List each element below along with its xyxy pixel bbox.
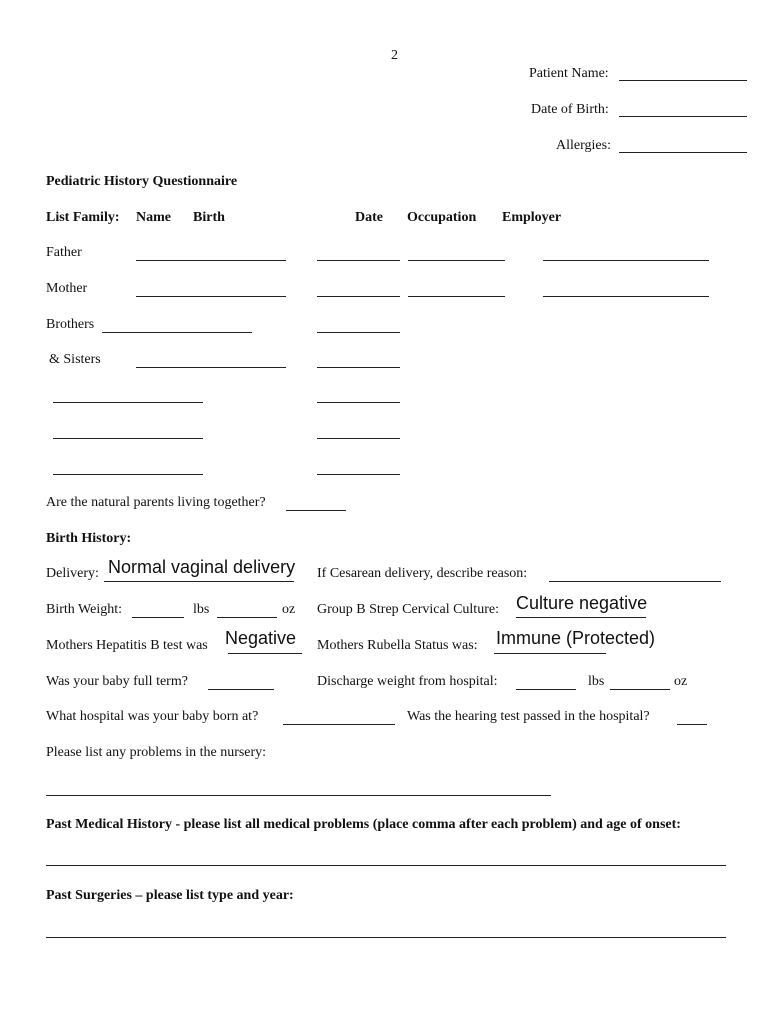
col-occupation-header: Occupation — [407, 210, 477, 225]
mother-label: Mother — [46, 281, 88, 296]
nursery-problems-field[interactable] — [46, 795, 551, 796]
page-number: 2 — [391, 48, 398, 63]
gbs-label: Group B Strep Cervical Culture: — [317, 602, 499, 617]
sibling-name-field[interactable] — [53, 438, 203, 439]
col-birth-header: Birth — [193, 210, 225, 225]
sisters-label: & Sisters — [49, 352, 101, 367]
col-name-header: Name — [136, 210, 171, 225]
sibling-birth-date-field[interactable] — [317, 438, 400, 439]
parents-together-label: Are the natural parents living together? — [46, 495, 266, 510]
page-title: Pediatric History Questionnaire — [46, 174, 238, 189]
nursery-problems-label: Please list any problems in the nursery: — [46, 745, 267, 760]
dob-field[interactable] — [619, 116, 747, 117]
patient-name-label: Patient Name: — [529, 66, 609, 81]
list-family-label: List Family: — [46, 210, 120, 225]
discharge-oz-field[interactable] — [610, 689, 670, 690]
hepb-label: Mothers Hepatitis B test was — [46, 638, 208, 653]
full-term-field[interactable] — [208, 689, 274, 690]
rubella-label: Mothers Rubella Status was: — [317, 638, 478, 653]
rubella-field[interactable] — [494, 653, 606, 654]
rubella-value[interactable]: Immune (Protected) — [496, 628, 656, 648]
sister-birth-date-field[interactable] — [317, 367, 400, 368]
discharge-lbs-field[interactable] — [516, 689, 576, 690]
discharge-lbs-unit: lbs — [588, 674, 605, 689]
father-name-field[interactable] — [136, 260, 286, 261]
sibling-name-field[interactable] — [53, 402, 203, 403]
discharge-weight-label: Discharge weight from hospital: — [317, 674, 498, 689]
full-term-label: Was your baby full term? — [46, 674, 188, 689]
allergies-field[interactable] — [619, 152, 747, 153]
gbs-value[interactable]: Culture negative — [516, 593, 648, 613]
birth-history-heading: Birth History: — [46, 531, 132, 546]
brother-birth-date-field[interactable] — [317, 332, 400, 333]
brothers-label: Brothers — [46, 317, 95, 332]
cesarean-label: If Cesarean delivery, describe reason: — [317, 566, 528, 581]
mother-occupation-field[interactable] — [408, 296, 505, 297]
mother-employer-field[interactable] — [543, 296, 709, 297]
allergies-label: Allergies: — [556, 138, 611, 153]
birth-weight-lbs-field[interactable] — [132, 617, 184, 618]
hearing-test-field[interactable] — [677, 724, 707, 725]
mother-name-field[interactable] — [136, 296, 286, 297]
hospital-label: What hospital was your baby born at? — [46, 709, 259, 724]
cesarean-reason-field[interactable] — [549, 581, 721, 582]
hearing-test-label: Was the hearing test passed in the hospital? — [407, 709, 650, 724]
past-surgeries-label: Past Surgeries – please list type and year: — [46, 888, 294, 903]
delivery-field[interactable] — [104, 581, 294, 582]
col-date-header: Date — [355, 210, 383, 225]
birth-weight-oz-field[interactable] — [217, 617, 277, 618]
col-employer-header: Employer — [502, 210, 562, 225]
delivery-label: Delivery: — [46, 566, 99, 581]
father-employer-field[interactable] — [543, 260, 709, 261]
birth-weight-lbs-unit: lbs — [193, 602, 210, 617]
mother-birth-date-field[interactable] — [317, 296, 400, 297]
dob-label: Date of Birth: — [531, 102, 609, 117]
brother-name-field[interactable] — [102, 332, 252, 333]
past-medical-history-label: Past Medical History - please list all medical problems (place comma after each problem) and age of onset: — [46, 817, 681, 832]
sibling-birth-date-field[interactable] — [317, 402, 400, 403]
delivery-value[interactable]: Normal vaginal delivery — [108, 557, 296, 577]
sibling-name-field[interactable] — [53, 474, 203, 475]
birth-weight-oz-unit: oz — [282, 602, 296, 617]
patient-name-field[interactable] — [619, 80, 747, 81]
past-surgeries-field[interactable] — [46, 937, 726, 938]
birth-weight-label: Birth Weight: — [46, 602, 123, 617]
gbs-field[interactable] — [516, 617, 646, 618]
father-birth-date-field[interactable] — [317, 260, 400, 261]
hepb-field[interactable] — [228, 653, 302, 654]
hospital-field[interactable] — [283, 724, 395, 725]
past-medical-history-field[interactable] — [46, 865, 726, 866]
hepb-value[interactable]: Negative — [225, 628, 297, 648]
father-label: Father — [46, 245, 82, 260]
sister-name-field[interactable] — [136, 367, 286, 368]
discharge-oz-unit: oz — [674, 674, 688, 689]
sibling-birth-date-field[interactable] — [317, 474, 400, 475]
father-occupation-field[interactable] — [408, 260, 505, 261]
parents-together-field[interactable] — [286, 510, 346, 511]
